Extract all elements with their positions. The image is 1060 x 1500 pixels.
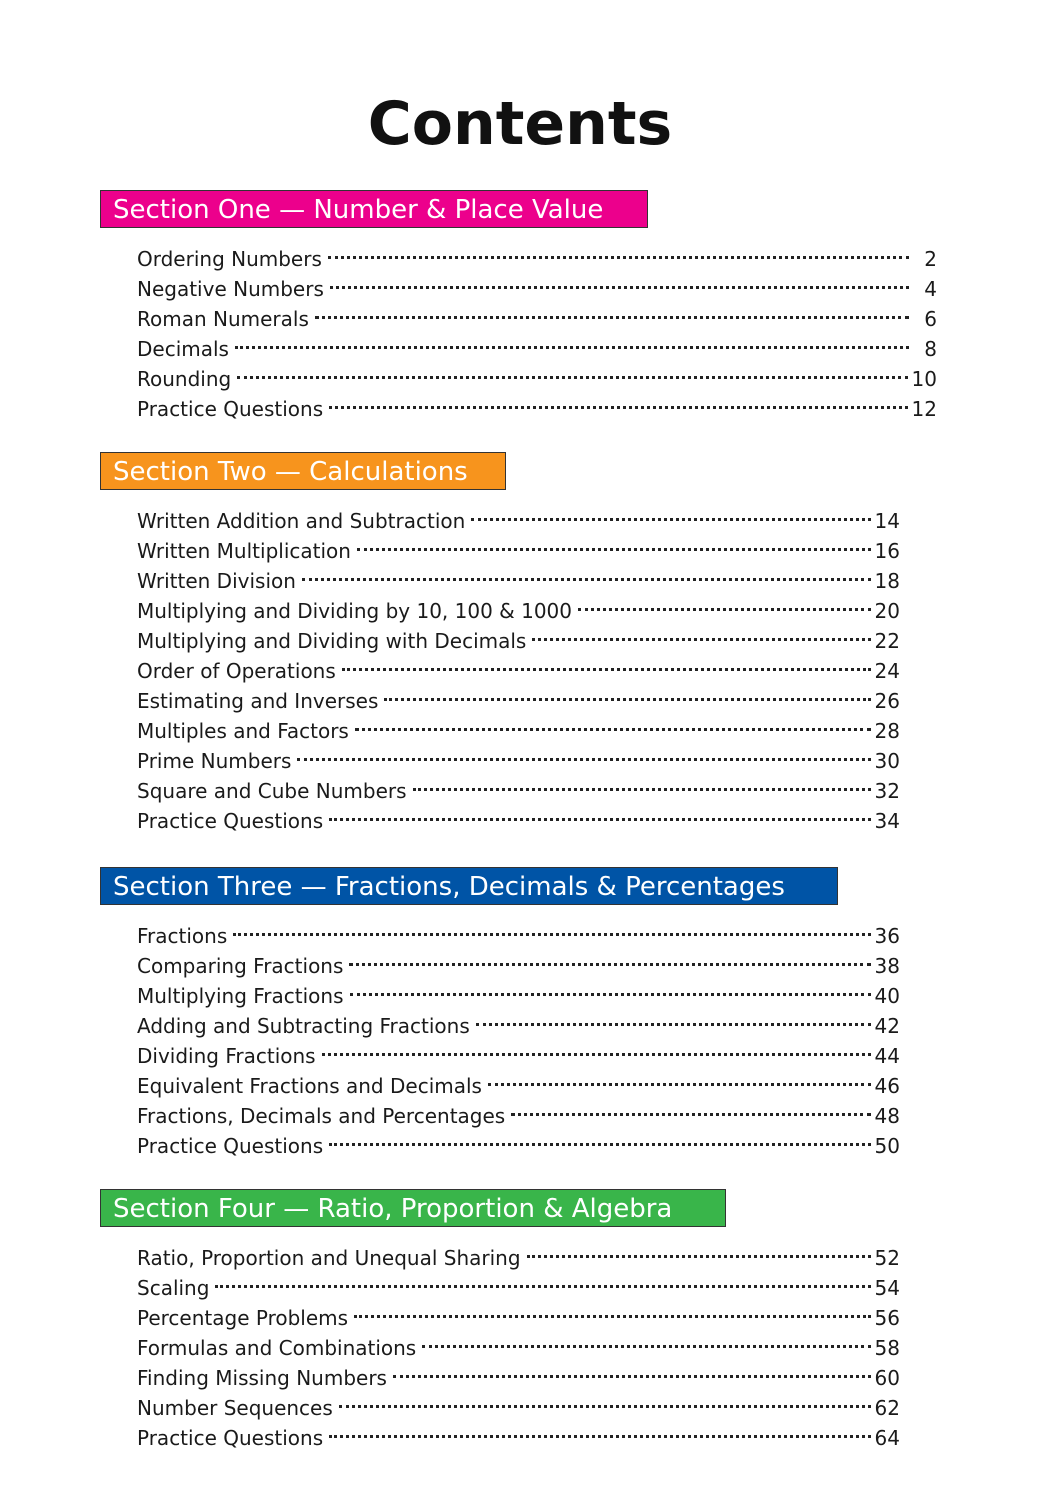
toc-entry-title: Rounding [137,367,232,391]
toc-entry-title: Order of Operations [137,659,336,683]
toc-entry[interactable] [137,913,900,948]
toc-entry-page-number: 38 [874,954,900,978]
toc-entry[interactable] [137,356,937,391]
toc-entry-title: Practice Questions [137,1134,324,1158]
section-2 [100,452,900,833]
toc-entry-title: Dividing Fractions [137,1044,316,1068]
dot-leader [469,498,874,528]
toc-list [100,498,900,833]
dot-leader [313,296,913,326]
dot-leader [353,708,875,738]
section-heading: Section Four — Ratio, Proportion & Algebra [100,1189,726,1227]
toc-entry-page-number: 36 [874,924,900,948]
toc-entry-title: Percentage Problems [137,1306,349,1330]
toc-entry-page-number: 50 [874,1134,900,1158]
toc-entry-title: Formulas and Combinations [137,1336,417,1360]
toc-entry-page-number: 22 [874,629,900,653]
toc-entry-title: Practice Questions [137,1426,324,1450]
toc-entry[interactable] [137,236,937,271]
toc-entry-title: Prime Numbers [137,749,292,773]
dot-leader [337,1385,875,1415]
dot-leader [327,1123,874,1153]
toc-entry-title: Practice Questions [137,809,324,833]
dot-leader [509,1093,874,1123]
dot-leader [474,1003,875,1033]
section-4 [100,1189,900,1450]
toc-entry-title: Multiplying Fractions [137,984,344,1008]
toc-entry-page-number: 52 [874,1246,900,1270]
section-heading: Section Two — Calculations [100,452,506,490]
toc-entry-title: Estimating and Inverses [137,689,379,713]
dot-leader [327,798,874,828]
dot-leader [326,236,913,266]
toc-entry-page-number: 62 [874,1396,900,1420]
toc-entry[interactable] [137,943,900,978]
toc-entry-title: Practice Questions [137,397,324,421]
dot-leader [233,326,913,356]
toc-entry-page-number: 48 [874,1104,900,1128]
dot-leader [340,648,875,678]
toc-entry-page-number: 32 [874,779,900,803]
toc-entry-title: Decimals [137,337,229,361]
toc-entry-title: Written Multiplication [137,539,351,563]
toc-entry-title: Finding Missing Numbers [137,1366,387,1390]
toc-entry-page-number: 64 [874,1426,900,1450]
toc-entry-page-number: 44 [874,1044,900,1068]
toc-entry-title: Fractions [137,924,228,948]
toc-entry-title: Scaling [137,1276,210,1300]
dot-leader [327,386,911,416]
dot-leader [352,1295,874,1325]
toc-entry-page-number: 60 [874,1366,900,1390]
dot-leader [327,1415,874,1445]
toc-entry-title: Fractions, Decimals and Percentages [137,1104,506,1128]
toc-list [100,1235,900,1450]
toc-entry-title: Multiplying and Dividing with Decimals [137,629,527,653]
dot-leader [420,1325,874,1355]
dot-leader [213,1265,874,1295]
toc-entry-page-number: 16 [874,539,900,563]
toc-entry-page-number: 28 [874,719,900,743]
dot-leader [235,356,911,386]
page-title: Contents [367,89,673,159]
toc-entry[interactable] [137,386,937,421]
toc-entry-page-number: 24 [874,659,900,683]
toc-entry[interactable] [137,1295,900,1330]
toc-entry-page-number: 8 [924,337,937,361]
dot-leader [525,1235,875,1265]
dot-leader [348,973,875,1003]
toc-entry-title: Square and Cube Numbers [137,779,407,803]
toc-list [100,913,900,1158]
dot-leader [295,738,874,768]
toc-entry-page-number: 56 [874,1306,900,1330]
toc-entry-title: Number Sequences [137,1396,333,1420]
toc-entry-page-number: 46 [874,1074,900,1098]
toc-list [100,236,937,421]
toc-entry-page-number: 42 [874,1014,900,1038]
toc-entry-page-number: 12 [911,397,937,421]
dot-leader [576,588,875,618]
dot-leader [382,678,874,708]
toc-entry[interactable] [137,1235,900,1270]
toc-entry-page-number: 30 [874,749,900,773]
dot-leader [328,266,913,296]
toc-entry-title: Equivalent Fractions and Decimals [137,1074,482,1098]
dot-leader [486,1063,875,1093]
dot-leader [411,768,875,798]
toc-entry-page-number: 40 [874,984,900,1008]
toc-entry-page-number: 18 [874,569,900,593]
toc-entry-title: Ratio, Proportion and Unequal Sharing [137,1246,521,1270]
dot-leader [391,1355,875,1385]
toc-entry-page-number: 54 [874,1276,900,1300]
toc-entry-page-number: 26 [874,689,900,713]
section-1 [100,190,937,421]
toc-entry-title: Multiples and Factors [137,719,349,743]
toc-entry-page-number: 4 [924,277,937,301]
toc-entry-page-number: 58 [874,1336,900,1360]
dot-leader [530,618,874,648]
section-heading: Section One — Number & Place Value [100,190,648,228]
toc-entry-title: Adding and Subtracting Fractions [137,1014,470,1038]
dot-leader [355,528,875,558]
section-3 [100,867,900,1158]
toc-entry[interactable] [137,326,937,361]
toc-entry[interactable] [137,1265,900,1300]
dot-leader [320,1033,875,1063]
toc-entry-title: Roman Numerals [137,307,309,331]
dot-leader [231,913,874,943]
toc-entry-page-number: 2 [924,247,937,271]
toc-entry-title: Ordering Numbers [137,247,322,271]
toc-entry-page-number: 20 [874,599,900,623]
dot-leader [347,943,874,973]
dot-leader [300,558,875,588]
toc-entry-title: Multiplying and Dividing by 10, 100 & 1000 [137,599,573,623]
toc-entry-page-number: 14 [874,509,900,533]
section-heading: Section Three — Fractions, Decimals & Percentages [100,867,838,905]
toc-entry-page-number: 10 [911,367,937,391]
toc-entry[interactable] [137,498,900,533]
toc-entry-title: Written Addition and Subtraction [137,509,466,533]
toc-entry-page-number: 34 [874,809,900,833]
toc-entry-title: Comparing Fractions [137,954,344,978]
toc-entry-title: Written Division [137,569,296,593]
toc-entry-page-number: 6 [924,307,937,331]
toc-entry-title: Negative Numbers [137,277,324,301]
